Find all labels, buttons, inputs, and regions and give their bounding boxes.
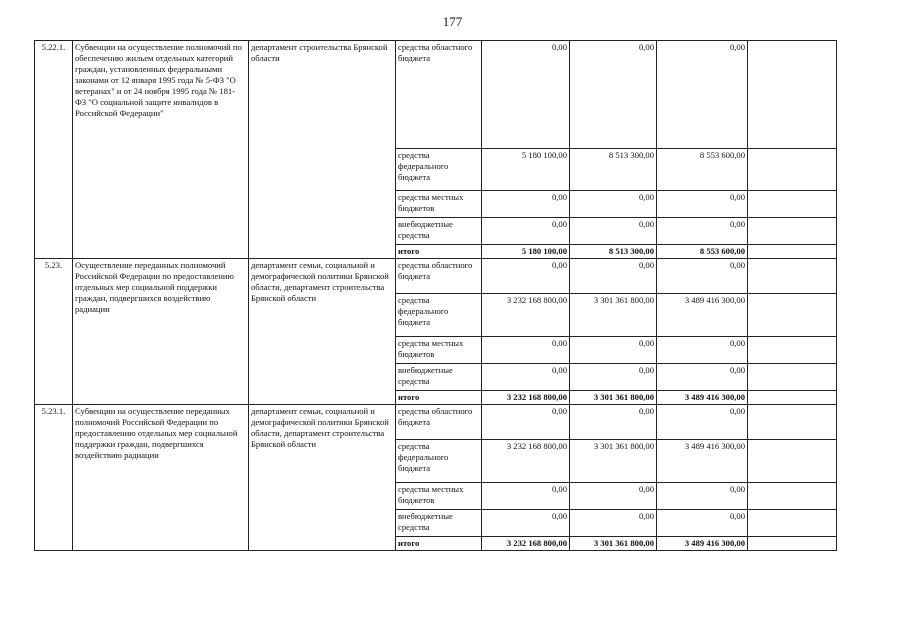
amount-v3: 0,00 bbox=[657, 510, 748, 537]
amount-v2: 3 301 361 800,00 bbox=[570, 440, 657, 483]
empty-cell bbox=[748, 537, 837, 551]
amount-v1: 0,00 bbox=[482, 483, 570, 510]
amount-v1: 5 180 100,00 bbox=[482, 245, 570, 259]
funding-source: средства федерального бюджета bbox=[396, 440, 482, 483]
amount-v1: 0,00 bbox=[482, 41, 570, 149]
amount-v2: 0,00 bbox=[570, 510, 657, 537]
table-row bbox=[35, 259, 837, 294]
empty-cell bbox=[748, 245, 837, 259]
amount-v3: 0,00 bbox=[657, 191, 748, 218]
amount-v3: 0,00 bbox=[657, 218, 748, 245]
budget-table bbox=[34, 40, 837, 551]
empty-cell bbox=[748, 440, 837, 483]
row-description: Субвенции на осуществление полномочий по обеспечению жильем отдельных категорий граждан, установленных федеральными законами от 12 января 1995 года № 5-ФЗ "О ветеранах" и от 24 ноября 1995 года № 181-ФЗ "О социальной защите инвалидов в Российской Федерации" bbox=[73, 41, 249, 259]
amount-v1: 0,00 bbox=[482, 405, 570, 440]
empty-cell bbox=[748, 218, 837, 245]
funding-source: внебюджетные средства bbox=[396, 364, 482, 391]
amount-v3: 8 553 600,00 bbox=[657, 149, 748, 191]
amount-v2: 0,00 bbox=[570, 191, 657, 218]
amount-v2: 3 301 361 800,00 bbox=[570, 537, 657, 551]
amount-v3: 0,00 bbox=[657, 405, 748, 440]
funding-source: средства местных бюджетов bbox=[396, 191, 482, 218]
amount-v2: 3 301 361 800,00 bbox=[570, 391, 657, 405]
table-row bbox=[35, 41, 837, 149]
amount-v1: 0,00 bbox=[482, 337, 570, 364]
empty-cell bbox=[748, 510, 837, 537]
amount-v1: 3 232 168 800,00 bbox=[482, 294, 570, 337]
amount-v2: 3 301 361 800,00 bbox=[570, 294, 657, 337]
amount-v1: 0,00 bbox=[482, 510, 570, 537]
empty-cell bbox=[748, 391, 837, 405]
row-executor: департамент семьи, социальной и демографической политики Брянской области, департамент строительства Брянской области bbox=[249, 405, 396, 551]
funding-source: средства федерального бюджета bbox=[396, 149, 482, 191]
row-code: 5.22.1. bbox=[35, 41, 73, 259]
empty-cell bbox=[748, 191, 837, 218]
amount-v3: 3 489 416 300,00 bbox=[657, 537, 748, 551]
amount-v3: 0,00 bbox=[657, 483, 748, 510]
amount-v1: 3 232 168 800,00 bbox=[482, 440, 570, 483]
amount-v1: 0,00 bbox=[482, 191, 570, 218]
amount-v1: 0,00 bbox=[482, 218, 570, 245]
empty-cell bbox=[748, 149, 837, 191]
empty-cell bbox=[748, 483, 837, 510]
amount-v2: 0,00 bbox=[570, 337, 657, 364]
row-executor: департамент строительства Брянской области bbox=[249, 41, 396, 259]
page-number: 177 bbox=[442, 14, 463, 29]
amount-v3: 8 553 600,00 bbox=[657, 245, 748, 259]
funding-source: средства федерального бюджета bbox=[396, 294, 482, 337]
funding-source: итого bbox=[396, 537, 482, 551]
row-description: Осуществление переданных полномочий Российской Федерации по предоставлению отдельных мер социальной поддержки граждан, подвергшихся воздействию радиации bbox=[73, 259, 249, 405]
amount-v1: 3 232 168 800,00 bbox=[482, 537, 570, 551]
row-description: Субвенции на осуществление переданных полномочий Российской Федерации по предоставлению отдельных мер социальной поддержки граждан, подвергшихся воздействию радиации bbox=[73, 405, 249, 551]
amount-v2: 0,00 bbox=[570, 483, 657, 510]
funding-source: итого bbox=[396, 245, 482, 259]
funding-source: средства областного бюджета bbox=[396, 259, 482, 294]
funding-source: внебюджетные средства bbox=[396, 218, 482, 245]
table-row bbox=[35, 405, 837, 440]
amount-v2: 0,00 bbox=[570, 405, 657, 440]
amount-v1: 0,00 bbox=[482, 364, 570, 391]
amount-v3: 0,00 bbox=[657, 364, 748, 391]
funding-source: средства областного бюджета bbox=[396, 41, 482, 149]
row-code: 5.23.1. bbox=[35, 405, 73, 551]
amount-v3: 3 489 416 300,00 bbox=[657, 440, 748, 483]
funding-source: внебюджетные средства bbox=[396, 510, 482, 537]
amount-v2: 0,00 bbox=[570, 259, 657, 294]
amount-v2: 8 513 300,00 bbox=[570, 149, 657, 191]
amount-v3: 3 489 416 300,00 bbox=[657, 391, 748, 405]
funding-source: итого bbox=[396, 391, 482, 405]
empty-cell bbox=[748, 41, 837, 149]
empty-cell bbox=[748, 259, 837, 294]
empty-cell bbox=[748, 364, 837, 391]
funding-source: средства местных бюджетов bbox=[396, 337, 482, 364]
amount-v2: 0,00 bbox=[570, 41, 657, 149]
row-code: 5.23. bbox=[35, 259, 73, 405]
empty-cell bbox=[748, 337, 837, 364]
empty-cell bbox=[748, 405, 837, 440]
amount-v3: 3 489 416 300,00 bbox=[657, 294, 748, 337]
amount-v1: 5 180 100,00 bbox=[482, 149, 570, 191]
funding-source: средства местных бюджетов bbox=[396, 483, 482, 510]
amount-v2: 8 513 300,00 bbox=[570, 245, 657, 259]
row-executor: департамент семьи, социальной и демографической политики Брянской области, департамент строительства Брянской области bbox=[249, 259, 396, 405]
empty-cell bbox=[748, 294, 837, 337]
amount-v3: 0,00 bbox=[657, 337, 748, 364]
amount-v1: 3 232 168 800,00 bbox=[482, 391, 570, 405]
amount-v1: 0,00 bbox=[482, 259, 570, 294]
amount-v3: 0,00 bbox=[657, 41, 748, 149]
amount-v2: 0,00 bbox=[570, 364, 657, 391]
amount-v2: 0,00 bbox=[570, 218, 657, 245]
amount-v3: 0,00 bbox=[657, 259, 748, 294]
funding-source: средства областного бюджета bbox=[396, 405, 482, 440]
